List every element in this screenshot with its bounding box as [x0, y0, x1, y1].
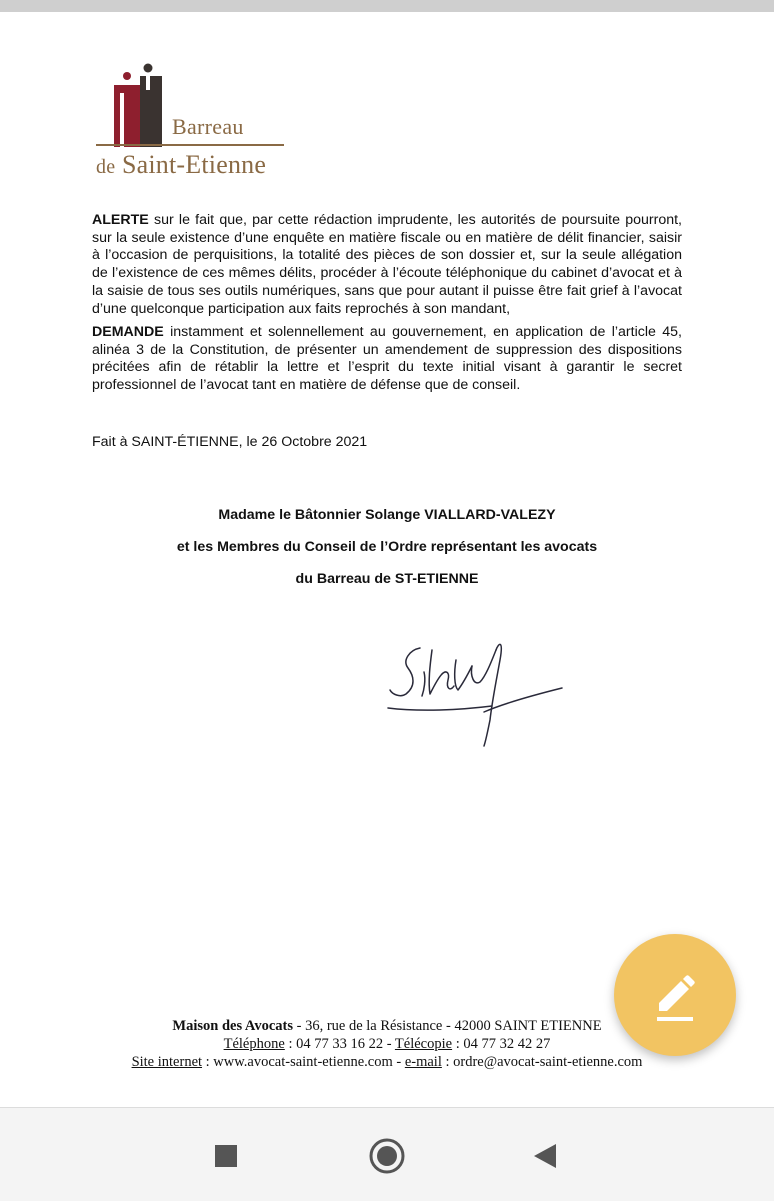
- footer-tel-label: Téléphone: [223, 1036, 285, 1052]
- recents-button[interactable]: [206, 1136, 246, 1176]
- edit-fab-button[interactable]: [614, 934, 736, 1056]
- signatory-line-1: Madame le Bâtonnier Solange VIALLARD-VALEZY: [218, 507, 556, 523]
- footer-house-label: Maison des Avocats: [172, 1018, 293, 1034]
- logo-text-main: Saint-Etienne: [121, 150, 267, 179]
- footer-address: - 36, rue de la Résistance - 42000 SAINT ETIENNE: [292, 1018, 602, 1034]
- circle-icon: [367, 1136, 407, 1176]
- demande-paragraph: [92, 324, 682, 395]
- triangle-back-icon: [532, 1142, 558, 1170]
- alerte-keyword: ALERTE: [92, 212, 149, 228]
- footer-site-label: Site internet: [131, 1054, 203, 1070]
- footer-web-line: [0, 1054, 774, 1071]
- status-strip: [0, 0, 774, 12]
- footer-fax-label: Télécopie: [394, 1036, 453, 1052]
- pencil-icon: [645, 965, 705, 1025]
- signatory-line-2: et les Membres du Conseil de l’Ordre représentant les avocats: [176, 539, 598, 555]
- date-place-line: Fait à SAINT-ÉTIENNE, le 26 Octobre 2021: [92, 434, 368, 450]
- home-button[interactable]: [367, 1136, 407, 1176]
- back-button[interactable]: [525, 1136, 565, 1176]
- logo-text-prefix: de: [96, 156, 116, 178]
- square-icon: [214, 1144, 238, 1168]
- footer-email-label: e-mail: [404, 1054, 442, 1070]
- demande-text: instamment et solennellement au gouvernement, en application de l’article 45, alinéa 3 de la Constitution, de présenter un amendement de suppression des dispositions précitées afin de rétablir la lettre et l’esprit du texte initial visant à garantir le secret professionnel de l’avocat tant en matière de défense que de conseil.: [92, 324, 682, 394]
- footer-fax-value: : 04 77 32 42 27: [452, 1036, 551, 1052]
- logo-text-city: [96, 150, 266, 180]
- footer-site-value: : www.avocat-saint-etienne.com -: [202, 1054, 405, 1070]
- signatory-line-3: du Barreau de ST-ETIENNE: [295, 571, 479, 587]
- handwritten-signature-icon: [380, 620, 580, 755]
- alerte-paragraph: [92, 212, 682, 318]
- logo-text-barreau: Barreau: [172, 114, 244, 139]
- footer-email-value: : ordre@avocat-saint-etienne.com: [441, 1054, 643, 1070]
- footer-tel-value: : 04 77 33 16 22 -: [284, 1036, 395, 1052]
- demande-keyword: DEMANDE: [92, 324, 164, 340]
- alerte-text: sur le fait que, par cette rédaction imprudente, les autorités de poursuite pourront, sur la seule existence d’une enquête en matière fiscale ou en matière de délit financier, saisir à l’occasion de perquisitions, la totalité des pièces de son dossier et, sur la seule allégation de l’existence de ces mêmes délits, procéder à l’écoute téléphonique du cabinet d’avocat et à la saisie de tous ses outils numériques, sans que pour autant il puisse être fait grief à l’avocat d’une quelconque participation aux faits reprochés à son mandant,: [92, 212, 682, 317]
- android-navigation-bar: [0, 1107, 774, 1201]
